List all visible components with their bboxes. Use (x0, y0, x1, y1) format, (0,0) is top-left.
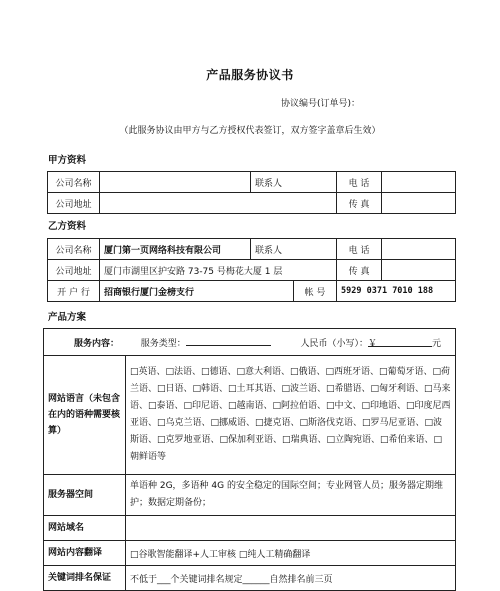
table-row (44, 516, 456, 541)
price-label: 人民币（小写）： (300, 339, 369, 349)
agreement-number-label: 协议编号(订单号)： (281, 99, 361, 109)
document-title: 产品服务协议书 (206, 68, 294, 82)
fax-value[interactable] (382, 260, 456, 281)
table-row (48, 281, 456, 302)
phone-label: 电 话 (337, 172, 382, 193)
price-unit: 元 (432, 339, 442, 349)
domain-label: 网站域名 (44, 516, 126, 541)
keyword-text: 不低于___个关键词排名规定______自然排名前三页 (126, 566, 456, 591)
table-row (44, 356, 456, 475)
phone-value[interactable] (382, 239, 456, 260)
keyword-label: 关键词排名保证 (44, 566, 126, 591)
service-type-field[interactable] (186, 335, 271, 346)
party-a-heading: 甲方资料 (48, 155, 87, 166)
service-content-label: 服务内容： (74, 339, 120, 349)
table-row (48, 172, 456, 193)
bank-label: 开 户 行 (48, 281, 100, 302)
company-address-label: 公司地址 (48, 260, 100, 281)
agreement-note: （此服务协议由甲方与乙方授权代表签订，双方签字盖章后生效） (119, 126, 381, 136)
contact-label: 联系人 (251, 239, 337, 260)
table-row (48, 239, 456, 260)
fax-label: 传 真 (337, 193, 382, 214)
party-a-table (47, 171, 456, 214)
price-symbol: ￥ (368, 339, 378, 349)
table-row (48, 260, 456, 281)
phone-value[interactable] (382, 172, 456, 193)
company-name-value: 厦门第一页网络科技有限公司 (100, 239, 251, 260)
language-label: 网站语言（未包含在内的语种需要核算） (44, 356, 126, 475)
table-row (44, 475, 456, 516)
table-row (48, 193, 456, 214)
company-address-value[interactable] (100, 193, 337, 214)
phone-label: 电 话 (337, 239, 382, 260)
product-heading: 产品方案 (48, 312, 87, 323)
account-label: 帐 号 (294, 281, 337, 302)
table-row (44, 541, 456, 566)
company-name-value[interactable] (100, 172, 251, 193)
company-name-label: 公司名称 (48, 172, 100, 193)
party-b-table (47, 238, 456, 302)
table-row (44, 329, 456, 356)
service-type-label: 服务类型： (140, 339, 186, 349)
company-address-label: 公司地址 (48, 193, 100, 214)
translation-label: 网站内容翻译 (44, 541, 126, 566)
domain-value[interactable] (126, 516, 456, 541)
fax-value[interactable] (382, 193, 456, 214)
account-value: 5929 0371 7010 188 (337, 281, 456, 302)
company-address-value: 厦门市湖里区护安路 73-75 号梅花大厦 1 层 (100, 260, 337, 281)
table-row (44, 566, 456, 591)
fax-label: 传 真 (337, 260, 382, 281)
company-name-label: 公司名称 (48, 239, 100, 260)
language-options[interactable]: □英语、□法语、□德语、□意大利语、□俄语、□西班牙语、□葡萄牙语、□荷兰语、□日语、□韩语、□土耳其语、□波兰语、□希腊语、□匈牙利语、□马来语、□泰语、□印尼语、□越南语、□阿拉伯语、□中文、□印地语、□印度尼西亚语、□乌克兰语、□挪威语、□捷克语、□斯洛伐克语、□罗马尼亚语、□波斯语、□克罗地亚语、□保加利亚语、□瑞典语、□立陶宛语、□希伯来语、□朝鲜语等 (126, 356, 456, 475)
bank-value: 招商银行厦门金榜支行 (100, 281, 294, 302)
server-label: 服务器空间 (44, 475, 126, 516)
translation-options[interactable]: □谷歌智能翻译+人工审核 □纯人工精确翻译 (126, 541, 456, 566)
server-text: 单语种 2G，多语种 4G 的安全稳定的国际空间；专业网管人员；服务器定期维护；数据定期备份； (126, 475, 456, 516)
party-b-heading: 乙方资料 (48, 221, 87, 232)
contact-label: 联系人 (251, 172, 337, 193)
product-table (43, 328, 456, 591)
price-field[interactable] (368, 336, 432, 347)
